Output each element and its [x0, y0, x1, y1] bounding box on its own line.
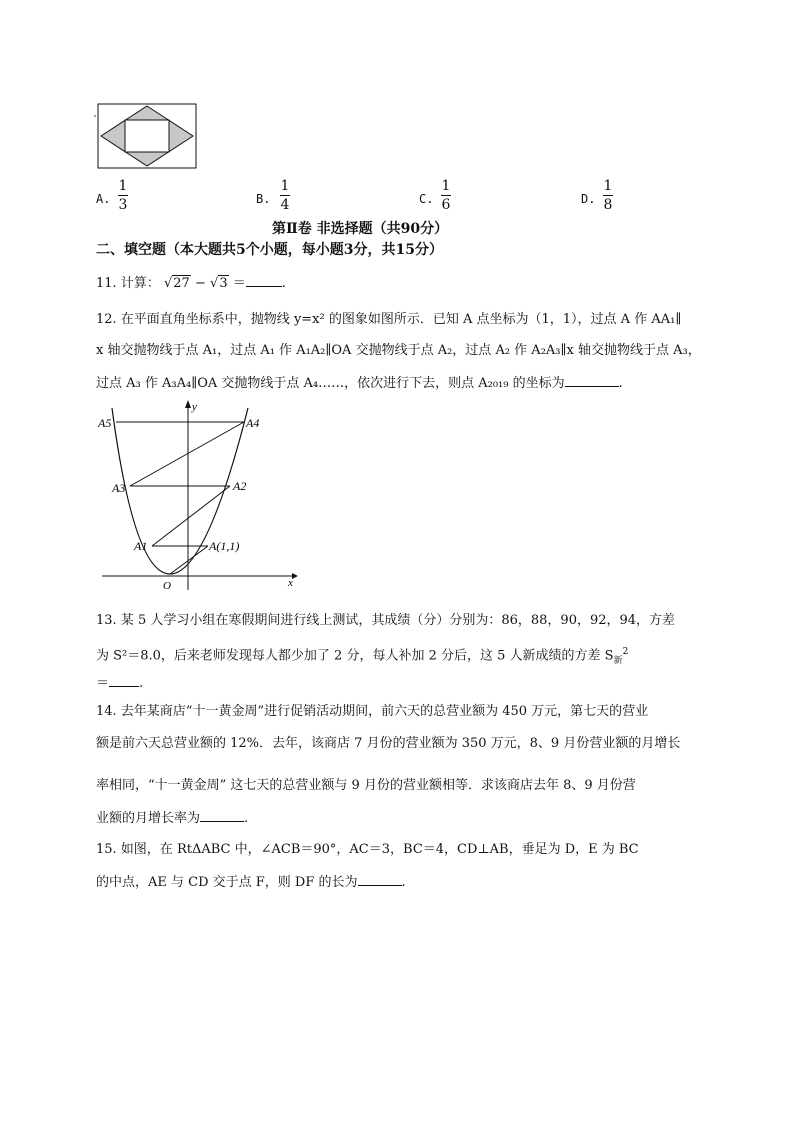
a4-label: A4 — [246, 416, 260, 430]
q14-line4: 业额的月增长率为 . — [96, 807, 248, 829]
x-label: x — [288, 577, 293, 589]
q14-line3: 率相同，“十一黄金周” 这七天的总营业额与 9 月份的营业额相等．求该商店去年 8、9 月份营 — [96, 778, 636, 793]
q11-answer-blank[interactable] — [246, 272, 282, 287]
a3-label: A3 — [112, 481, 126, 495]
section-title: 第Ⅱ卷 非选择题（共90分） — [272, 221, 449, 237]
parabola-graph — [96, 396, 310, 594]
q12-line3: 过点 A₃ 作 A₃A₄∥OA 交抛物线于点 A₄……，依次进行下去，则点 A₂₀₁₉ 的坐标为 . — [96, 372, 623, 394]
a5-label: A5 — [98, 416, 112, 430]
option-b-label: B. — [256, 192, 271, 206]
question-11: 11. 计算： √27 − √3 ＝ . — [96, 272, 286, 294]
option-c-label: C. — [419, 192, 434, 206]
q13-line2: 为 S²＝8.0，后来老师发现每人都少加了 2 分，每人补加 2 分后，这 5 人新成绩的方差 $S_新^2$ — [96, 647, 629, 666]
q11-number: 11. — [96, 276, 117, 291]
q15-answer-blank[interactable] — [358, 871, 402, 886]
q13-answer-blank[interactable] — [109, 672, 139, 687]
q12-line2: x 轴交抛物线于点 A₁，过点 A₁ 作 A₁A₂∥OA 交抛物线于点 A₂，过点 A₂ 作 A₂A₃∥x 轴交抛物线于点 A₃， — [96, 343, 701, 358]
option-a-label: A. — [96, 192, 111, 206]
a-label: A(1,1) — [209, 539, 240, 553]
option-b-fraction: 1 4 — [280, 178, 290, 213]
q13-line1: 13. 某 5 人学习小组在寒假期间进行线上测试，其成绩（分）分别为：86，88，90，92，94，方差 — [96, 613, 676, 628]
q10-options — [96, 178, 736, 220]
a2-label: A2 — [233, 479, 247, 493]
y-axis-arrow — [185, 400, 191, 408]
q15-line2: 的中点，AE 与 CD 交于点 F，则 DF 的长为 . — [96, 871, 406, 893]
q11-sqrt-3: √3 — [210, 276, 228, 291]
q13-line3: ＝ . — [96, 672, 143, 694]
q14-answer-blank[interactable] — [200, 807, 244, 822]
segment-a1-a2 — [152, 486, 230, 546]
segment-a3-a4 — [130, 422, 244, 486]
option-d-label: D. — [581, 192, 596, 206]
option-a-fraction: 1 3 — [118, 178, 128, 213]
q11-prefix: 计算： — [120, 276, 160, 291]
q12-line1: 12. 在平面直角坐标系中，抛物线 y=x² 的图象如图所示．已知 A 点坐标为（1，1），过点 A 作 AA₁∥ — [96, 312, 682, 327]
q11-equals: ＝ — [232, 276, 246, 291]
y-label: y — [192, 401, 197, 413]
q12-answer-blank[interactable] — [565, 372, 619, 387]
option-c-fraction: 1 6 — [441, 178, 451, 213]
segment-o-a — [170, 546, 208, 574]
option-d-fraction: 1 8 — [603, 178, 613, 213]
q15-line1: 15. 如图，在 RtΔABC 中，∠ACB＝90°，AC＝3，BC＝4，CD⊥AB，垂足为 D，E 为 BC — [96, 842, 639, 857]
section-heading: 二、填空题（本大题共5个小题，每小题3分，共15分） — [96, 242, 443, 258]
x-axis-arrow — [292, 573, 298, 579]
q14-line1: 14. 去年某商店“十一黄金周”进行促销活动期间，前六天的总营业额为 450 万元，第七天的营业 — [96, 704, 649, 719]
q14-line2: 额是前六天总营业额的 12%．去年，该商店 7 月份的营业额为 350 万元，8、9 月份营业额的月增长 — [96, 736, 681, 751]
q10-figure — [92, 100, 202, 172]
origin-label: O — [163, 580, 171, 592]
a1-label: A1 — [134, 539, 148, 553]
q11-minus: − — [194, 276, 206, 291]
q11-sqrt-27: √27 — [163, 276, 190, 291]
